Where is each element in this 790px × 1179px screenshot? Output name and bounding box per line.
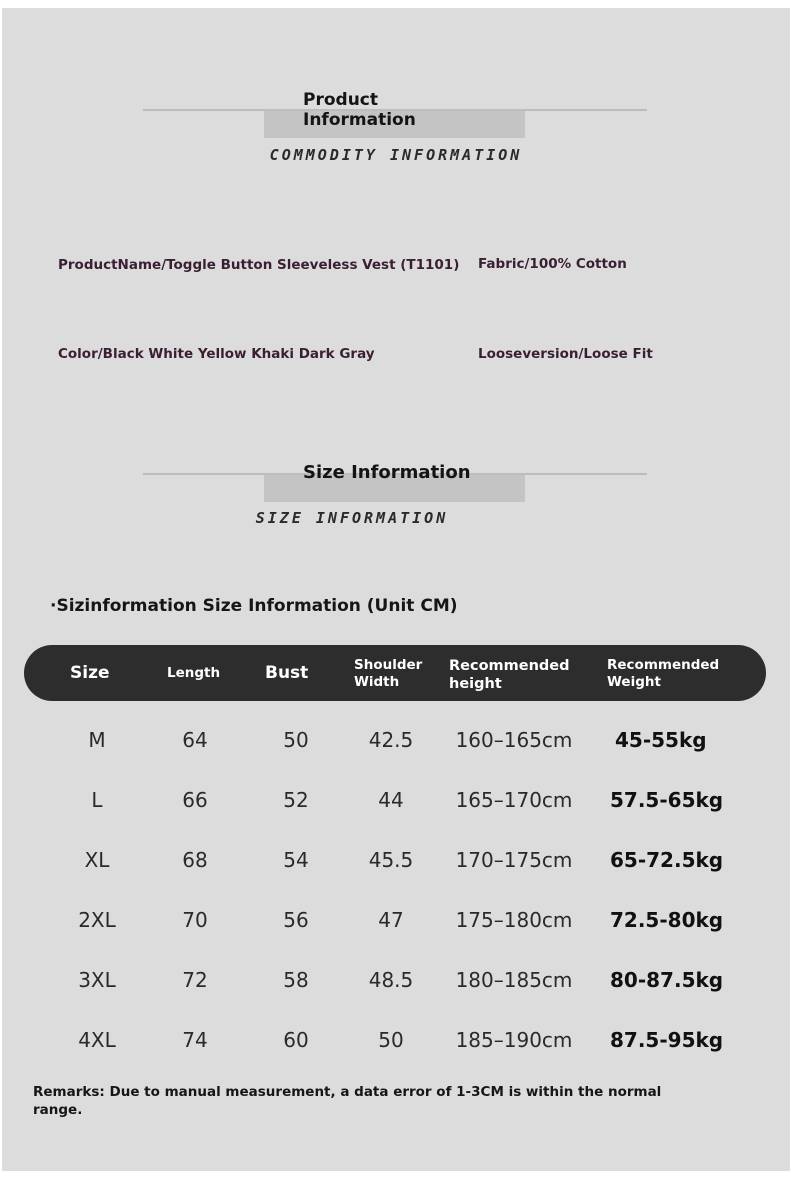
cell-height: 170–175cm [455, 848, 573, 872]
header-shoulder: Shoulder Width [354, 657, 423, 690]
cell-size: 2XL [78, 908, 116, 932]
size-info-title: Size Information [303, 462, 471, 483]
size-table-header [24, 645, 766, 701]
product-color: Color/Black White Yellow Khaki Dark Gray [58, 346, 375, 362]
table-row [2, 720, 790, 760]
cell-length: 66 [182, 788, 208, 812]
cell-weight: 65-72.5kg [610, 848, 724, 872]
cell-bust: 50 [283, 728, 309, 752]
cell-size: 3XL [78, 968, 116, 992]
header-bust: Bust [265, 663, 309, 683]
header-length: Length [167, 665, 221, 681]
cell-size: 4XL [78, 1028, 116, 1052]
size-info-subtitle: SIZE INFORMATION [255, 509, 449, 527]
page [2, 8, 790, 1171]
cell-weight: 57.5-65kg [610, 788, 724, 812]
header-size: Size [70, 663, 110, 683]
cell-height: 175–180cm [455, 908, 573, 932]
cell-length: 74 [182, 1028, 208, 1052]
header-weight: Recommended Weight [607, 657, 720, 690]
cell-shoulder: 47 [378, 908, 404, 932]
cell-length: 70 [182, 908, 208, 932]
remarks: Remarks: Due to manual measurement, a data error of 1-3CM is within the normal range. [33, 1084, 662, 1118]
cell-height: 160–165cm [455, 728, 573, 752]
cell-height: 180–185cm [455, 968, 573, 992]
cell-shoulder: 50 [378, 1028, 404, 1052]
cell-size: L [91, 788, 103, 812]
product-info-subtitle: COMMODITY INFORMATION [269, 146, 523, 164]
cell-shoulder: 48.5 [368, 968, 414, 992]
table-row [2, 1020, 790, 1060]
cell-weight: 87.5-95kg [610, 1028, 724, 1052]
table-row [2, 780, 790, 820]
cell-bust: 56 [283, 908, 309, 932]
cell-bust: 54 [283, 848, 309, 872]
product-fabric: Fabric/100% Cotton [478, 256, 627, 272]
cell-length: 64 [182, 728, 208, 752]
cell-bust: 52 [283, 788, 309, 812]
cell-weight: 45-55kg [615, 728, 707, 752]
header-height: Recommended height [449, 658, 570, 692]
table-row [2, 840, 790, 880]
cell-bust: 60 [283, 1028, 309, 1052]
cell-weight: 72.5-80kg [610, 908, 724, 932]
cell-height: 165–170cm [455, 788, 573, 812]
product-name: ProductName/Toggle Button Sleeveless Vest (T1101) [58, 257, 460, 273]
cell-shoulder: 44 [378, 788, 404, 812]
cell-length: 72 [182, 968, 208, 992]
table-row [2, 960, 790, 1000]
cell-size: M [88, 728, 106, 752]
cell-height: 185–190cm [455, 1028, 573, 1052]
cell-shoulder: 42.5 [368, 728, 414, 752]
product-fit: Looseversion/Loose Fit [478, 346, 653, 362]
cell-length: 68 [182, 848, 208, 872]
size-caption: ·Sizinformation Size Information (Unit CM) [50, 596, 458, 616]
cell-bust: 58 [283, 968, 309, 992]
cell-shoulder: 45.5 [368, 848, 414, 872]
product-info-title: Product Information [303, 90, 416, 130]
cell-size: XL [84, 848, 110, 872]
table-row [2, 900, 790, 940]
cell-weight: 80-87.5kg [610, 968, 724, 992]
